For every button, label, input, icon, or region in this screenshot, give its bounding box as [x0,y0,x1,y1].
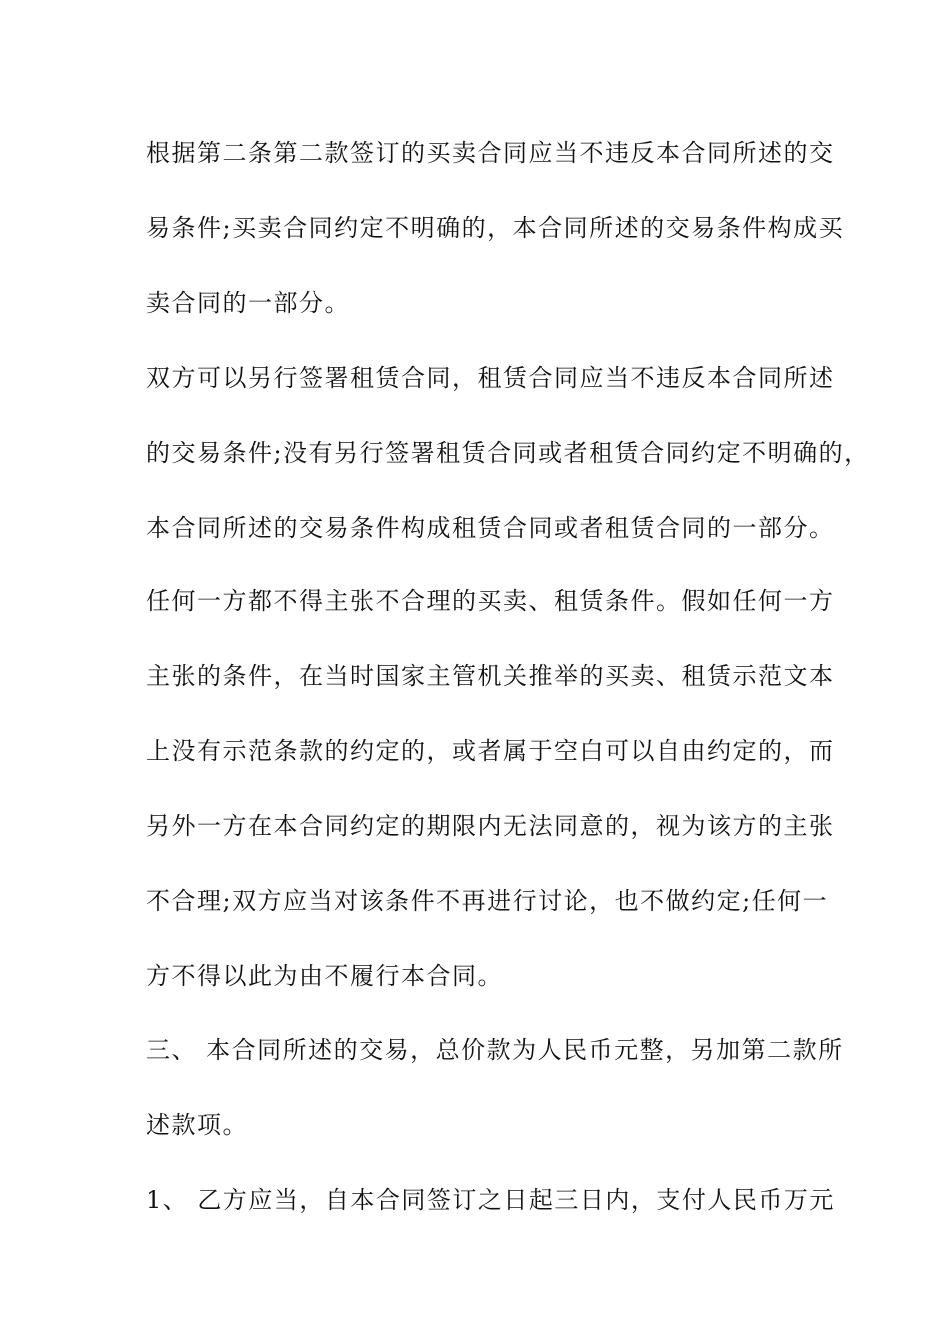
text-line: 根据第二条第二款签订的买卖合同应当不违反本合同所述的交 [146,139,835,167]
text-line: 1、 乙方应当，自本合同签订之日起三日内，支付人民币万元 [146,1186,835,1214]
text-line: 任何一方都不得主张不合理的买卖、租赁条件。假如任何一方 [146,587,835,615]
text-line: 上没有示范条款的约定的，或者属于空白可以自由约定的，而 [146,737,835,765]
text-line: 主张的条件，在当时国家主管机关推举的买卖、租赁示范文本 [146,662,835,690]
text-line: 不合理;双方应当对该条件不再进行讨论，也不做约定;任何一 [146,887,829,915]
text-line: 易条件;买卖合同约定不明确的，本合同所述的交易条件构成买 [146,214,845,242]
text-line: 另外一方在本合同约定的期限内无法同意的，视为该方的主张 [146,812,835,840]
text-line: 方不得以此为由不履行本合同。 [146,962,503,990]
text-line: 双方可以另行签署租赁合同，租赁合同应当不违反本合同所述 [146,364,835,392]
text-line: 卖合同的一部分。 [146,289,350,317]
text-line: 本合同所述的交易条件构成租赁合同或者租赁合同的一部分。 [146,514,835,542]
text-line: 的交易条件;没有另行签署租赁合同或者租赁合同约定不明确的， [146,439,870,467]
text-line: 三、 本合同所述的交易，总价款为人民币元整，另加第二款所 [146,1036,844,1064]
text-line: 述款项。 [146,1111,248,1139]
